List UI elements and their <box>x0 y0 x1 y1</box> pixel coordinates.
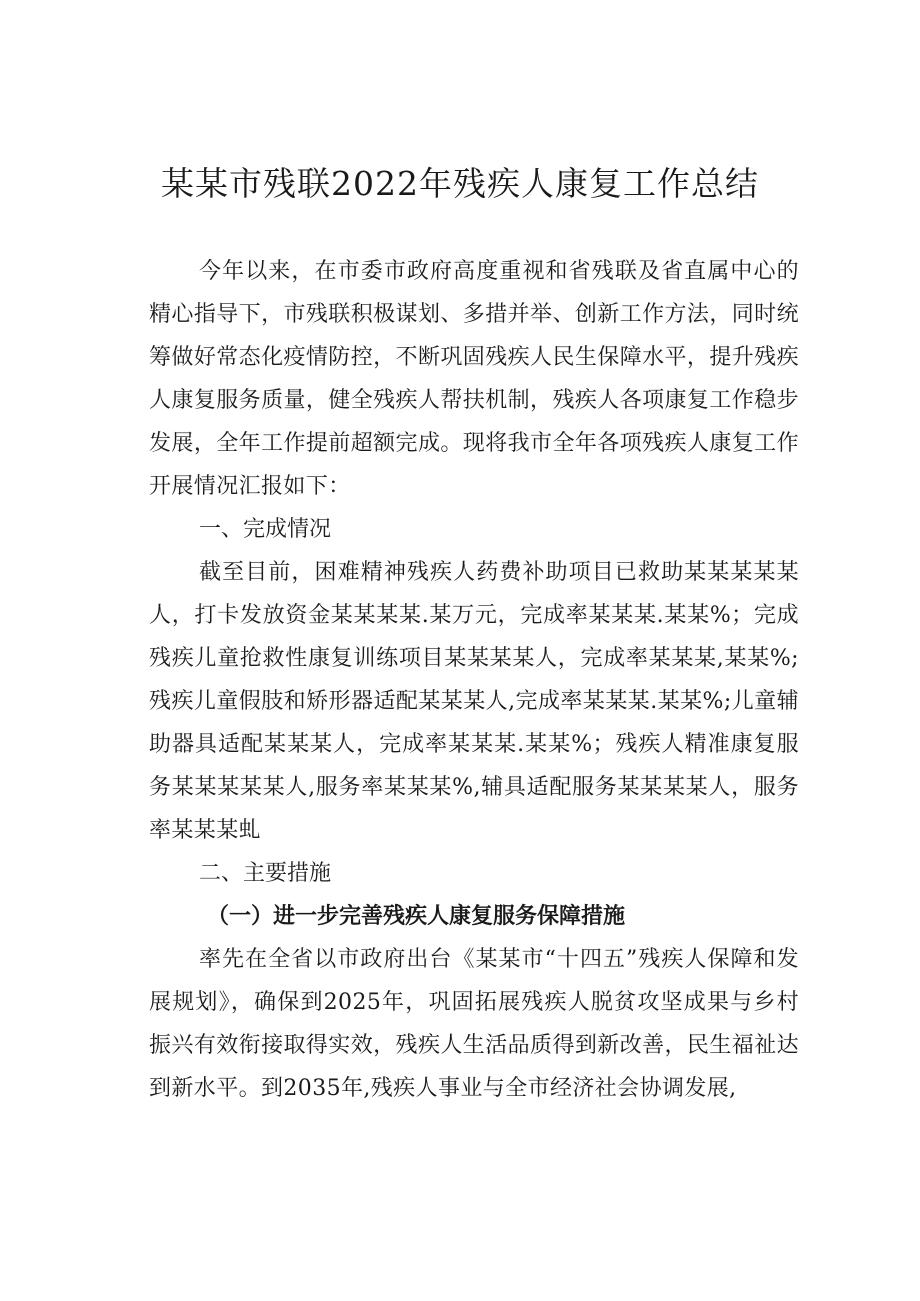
intro-paragraph: 今年以来，在市委市政府高度重视和省残联及省直属中心的精心指导下，市残联积极谋划、多措并举、创新工作方法，同时统筹做好常态化疫情防控，不断巩固残疾人民生保障水平，提升残疾人康复服务质量，健全残疾人帮扶机制，残疾人各项康复工作稳步发展，全年工作提前超额完成。现将我市全年各项残疾人康复工作开展情况汇报如下： <box>149 259 799 499</box>
measures-paragraph: 率先在全省以市政府出台《某某市“十四五”残疾人保障和发展规划》，确保到2025年，巩固拓展残疾人脱贫攻坚成果与乡村振兴有效衔接取得实效，残疾人生活品质得到新改善，民生福祉达到新水平。到2035年,残疾人事业与全市经济社会协调发展, <box>149 947 799 1101</box>
subsection-heading-service-guarantee: （一）进一步完善残疾人康复服务保障措施 <box>207 903 626 929</box>
completion-paragraph: 截至目前，困难精神残疾人药费补助项目已救助某某某某某人，打卡发放资金某某某某.某万元，完成率某某某.某某%；完成残疾儿童抢救性康复训练项目某某某某人，完成率某某某,某某%;残疾儿童假肢和矫形器适配某某某人,完成率某某某.某某%;儿童辅助器具适配某某某人，完成率某某某.某某%；残疾人精准康复服务某某某某某人,服务率某某某%,辅具适配服务某某某某人，服务率某某某虬 <box>149 560 799 843</box>
document-title: 某某市残联2022年残疾人康复工作总结 <box>161 164 759 203</box>
section-heading-completion: 一、完成情况 <box>199 517 332 542</box>
section-heading-measures: 二、主要措施 <box>199 861 332 886</box>
document-body <box>149 250 799 1110</box>
